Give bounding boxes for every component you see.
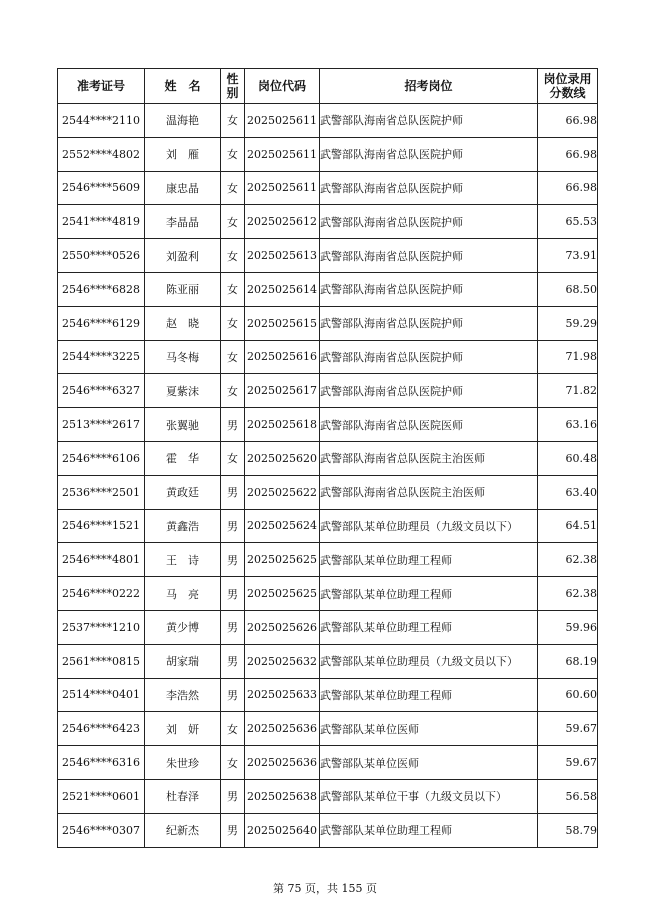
table-row — [58, 104, 598, 138]
cell-score: 71.82 — [538, 374, 598, 408]
cell-gender: 男 — [221, 779, 245, 813]
cell-score: 65.53 — [538, 205, 598, 239]
table-row — [58, 408, 598, 442]
cell-post: 武警部队某单位助理工程师 — [320, 678, 538, 712]
table-row — [58, 644, 598, 678]
cell-exam-id: 2546****6316 — [58, 746, 145, 780]
cell-exam-id: 2546****5609 — [58, 171, 145, 205]
cell-gender: 女 — [221, 712, 245, 746]
cell-exam-id: 2546****6327 — [58, 374, 145, 408]
cell-exam-id: 2546****0222 — [58, 577, 145, 611]
header-score-line1: 岗位录用 — [543, 72, 592, 86]
cell-post-code: 2025025620 — [245, 441, 320, 475]
cell-exam-id: 2536****2501 — [58, 475, 145, 509]
cell-exam-id: 2544****3225 — [58, 340, 145, 374]
cell-exam-id: 2521****0601 — [58, 779, 145, 813]
table-row — [58, 712, 598, 746]
cell-gender: 男 — [221, 543, 245, 577]
cell-score: 71.98 — [538, 340, 598, 374]
cell-score: 56.58 — [538, 779, 598, 813]
table-row — [58, 374, 598, 408]
cell-post: 武警部队某单位助理工程师 — [320, 543, 538, 577]
cell-score: 59.96 — [538, 610, 598, 644]
cell-post-code: 2025025611 — [245, 104, 320, 138]
cell-gender: 男 — [221, 577, 245, 611]
cell-score: 60.48 — [538, 441, 598, 475]
table-row — [58, 306, 598, 340]
table-row — [58, 137, 598, 171]
cell-score: 68.19 — [538, 644, 598, 678]
cell-exam-id: 2546****6106 — [58, 441, 145, 475]
header-row — [58, 69, 598, 104]
cell-name: 刘 妍 — [145, 712, 221, 746]
cell-name: 霍 华 — [145, 441, 221, 475]
cell-exam-id: 2541****4819 — [58, 205, 145, 239]
table-row — [58, 475, 598, 509]
cell-exam-id: 2550****0526 — [58, 239, 145, 273]
cell-gender: 女 — [221, 306, 245, 340]
cell-post: 武警部队海南省总队医院护师 — [320, 340, 538, 374]
cell-score: 63.16 — [538, 408, 598, 442]
cell-name: 马 亮 — [145, 577, 221, 611]
cell-post-code: 2025025611 — [245, 137, 320, 171]
cell-gender: 女 — [221, 272, 245, 306]
table-row — [58, 543, 598, 577]
cell-gender: 男 — [221, 408, 245, 442]
cell-gender: 女 — [221, 104, 245, 138]
table-row — [58, 205, 598, 239]
header-score — [538, 69, 598, 104]
cell-post-code: 2025025617 — [245, 374, 320, 408]
cell-post-code: 2025025624 — [245, 509, 320, 543]
cell-post: 武警部队海南省总队医院护师 — [320, 171, 538, 205]
cell-post-code: 2025025615 — [245, 306, 320, 340]
cell-name: 马冬梅 — [145, 340, 221, 374]
cell-name: 王 诗 — [145, 543, 221, 577]
cell-exam-id: 2546****6129 — [58, 306, 145, 340]
cell-exam-id: 2546****0307 — [58, 813, 145, 847]
cell-post-code: 2025025633 — [245, 678, 320, 712]
table-row — [58, 746, 598, 780]
cell-post: 武警部队某单位医师 — [320, 746, 538, 780]
cell-name: 赵 晓 — [145, 306, 221, 340]
cell-score: 62.38 — [538, 543, 598, 577]
cell-exam-id: 2546****4801 — [58, 543, 145, 577]
cell-score: 73.91 — [538, 239, 598, 273]
cell-post-code: 2025025611 — [245, 171, 320, 205]
cell-name: 朱世珍 — [145, 746, 221, 780]
cell-post: 武警部队某单位助理工程师 — [320, 577, 538, 611]
table-row — [58, 171, 598, 205]
cell-post: 武警部队某单位助理员（九级文员以下） — [320, 644, 538, 678]
cell-gender: 男 — [221, 678, 245, 712]
cell-post-code: 2025025612 — [245, 205, 320, 239]
cell-post-code: 2025025614 — [245, 272, 320, 306]
page-footer: 第 75 页，共 155 页 — [273, 882, 377, 895]
cell-gender: 男 — [221, 610, 245, 644]
table-row — [58, 813, 598, 847]
cell-name: 陈亚丽 — [145, 272, 221, 306]
cell-exam-id: 2537****1210 — [58, 610, 145, 644]
cell-name: 李浩然 — [145, 678, 221, 712]
cell-score: 68.50 — [538, 272, 598, 306]
cell-exam-id: 2546****6423 — [58, 712, 145, 746]
cell-name: 纪新杰 — [145, 813, 221, 847]
cell-score: 64.51 — [538, 509, 598, 543]
cell-name: 黄政廷 — [145, 475, 221, 509]
cell-post: 武警部队某单位助理工程师 — [320, 610, 538, 644]
cell-score: 66.98 — [538, 137, 598, 171]
cell-post-code: 2025025616 — [245, 340, 320, 374]
cell-post-code: 2025025638 — [245, 779, 320, 813]
cell-name: 杜春泽 — [145, 779, 221, 813]
cell-gender: 女 — [221, 205, 245, 239]
cell-score: 58.79 — [538, 813, 598, 847]
cell-gender: 女 — [221, 171, 245, 205]
cell-exam-id: 2514****0401 — [58, 678, 145, 712]
cell-name: 胡家瑞 — [145, 644, 221, 678]
table-row — [58, 441, 598, 475]
cell-post-code: 2025025626 — [245, 610, 320, 644]
header-score-line2: 分数线 — [549, 86, 586, 100]
cell-name: 黄少博 — [145, 610, 221, 644]
cell-exam-id: 2546****6828 — [58, 272, 145, 306]
header-gender-line2: 别 — [226, 86, 239, 100]
cell-exam-id: 2561****0815 — [58, 644, 145, 678]
cell-exam-id: 2546****1521 — [58, 509, 145, 543]
header-post-code: 岗位代码 — [245, 69, 320, 104]
header-gender-line1: 性 — [226, 72, 239, 86]
cell-gender: 男 — [221, 475, 245, 509]
table-row — [58, 272, 598, 306]
table-row — [58, 239, 598, 273]
cell-post: 武警部队某单位医师 — [320, 712, 538, 746]
cell-gender: 女 — [221, 441, 245, 475]
cell-post: 武警部队海南省总队医院护师 — [320, 137, 538, 171]
table-header — [58, 69, 598, 104]
cell-gender: 男 — [221, 644, 245, 678]
cell-post-code: 2025025625 — [245, 543, 320, 577]
cell-post-code: 2025025622 — [245, 475, 320, 509]
header-gender — [221, 69, 245, 104]
cell-exam-id: 2552****4802 — [58, 137, 145, 171]
cell-post: 武警部队某单位助理员（九级文员以下） — [320, 509, 538, 543]
cell-exam-id: 2544****2110 — [58, 104, 145, 138]
cell-gender: 女 — [221, 137, 245, 171]
cell-post-code: 2025025625 — [245, 577, 320, 611]
cell-post-code: 2025025613 — [245, 239, 320, 273]
cell-exam-id: 2513****2617 — [58, 408, 145, 442]
cell-gender: 男 — [221, 813, 245, 847]
cell-score: 59.29 — [538, 306, 598, 340]
table-row — [58, 779, 598, 813]
cell-gender: 女 — [221, 374, 245, 408]
cell-post: 武警部队海南省总队医院护师 — [320, 374, 538, 408]
cell-post: 武警部队海南省总队医院护师 — [320, 205, 538, 239]
cell-gender: 女 — [221, 340, 245, 374]
cell-score: 66.98 — [538, 171, 598, 205]
cell-name: 李晶晶 — [145, 205, 221, 239]
cell-score: 62.38 — [538, 577, 598, 611]
cell-name: 黄鑫浩 — [145, 509, 221, 543]
cell-post-code: 2025025636 — [245, 746, 320, 780]
cell-name: 刘 雁 — [145, 137, 221, 171]
cell-post: 武警部队海南省总队医院护师 — [320, 239, 538, 273]
cell-gender: 男 — [221, 509, 245, 543]
cell-post-code: 2025025618 — [245, 408, 320, 442]
cell-name: 夏紫沫 — [145, 374, 221, 408]
cell-name: 张翼驰 — [145, 408, 221, 442]
cell-name: 刘盈利 — [145, 239, 221, 273]
table-row — [58, 610, 598, 644]
table-row — [58, 340, 598, 374]
table-row — [58, 509, 598, 543]
table-row — [58, 577, 598, 611]
table-row — [58, 678, 598, 712]
score-table — [57, 68, 598, 848]
cell-score: 66.98 — [538, 104, 598, 138]
cell-post: 武警部队某单位干事（九级文员以下） — [320, 779, 538, 813]
cell-gender: 女 — [221, 239, 245, 273]
cell-name: 温海艳 — [145, 104, 221, 138]
cell-score: 60.60 — [538, 678, 598, 712]
cell-post: 武警部队某单位助理工程师 — [320, 813, 538, 847]
cell-post-code: 2025025640 — [245, 813, 320, 847]
cell-post: 武警部队海南省总队医院护师 — [320, 306, 538, 340]
cell-post: 武警部队海南省总队医院医师 — [320, 408, 538, 442]
cell-post: 武警部队海南省总队医院护师 — [320, 104, 538, 138]
cell-post: 武警部队海南省总队医院主治医师 — [320, 475, 538, 509]
table-body — [58, 104, 598, 848]
cell-score: 59.67 — [538, 712, 598, 746]
header-post: 招考岗位 — [320, 69, 538, 104]
cell-post: 武警部队海南省总队医院护师 — [320, 272, 538, 306]
cell-score: 63.40 — [538, 475, 598, 509]
header-exam-id: 准考证号 — [58, 69, 145, 104]
cell-name: 康忠晶 — [145, 171, 221, 205]
cell-score: 59.67 — [538, 746, 598, 780]
cell-post: 武警部队海南省总队医院主治医师 — [320, 441, 538, 475]
header-name: 姓 名 — [145, 69, 221, 104]
cell-gender: 女 — [221, 746, 245, 780]
cell-post-code: 2025025636 — [245, 712, 320, 746]
cell-post-code: 2025025632 — [245, 644, 320, 678]
